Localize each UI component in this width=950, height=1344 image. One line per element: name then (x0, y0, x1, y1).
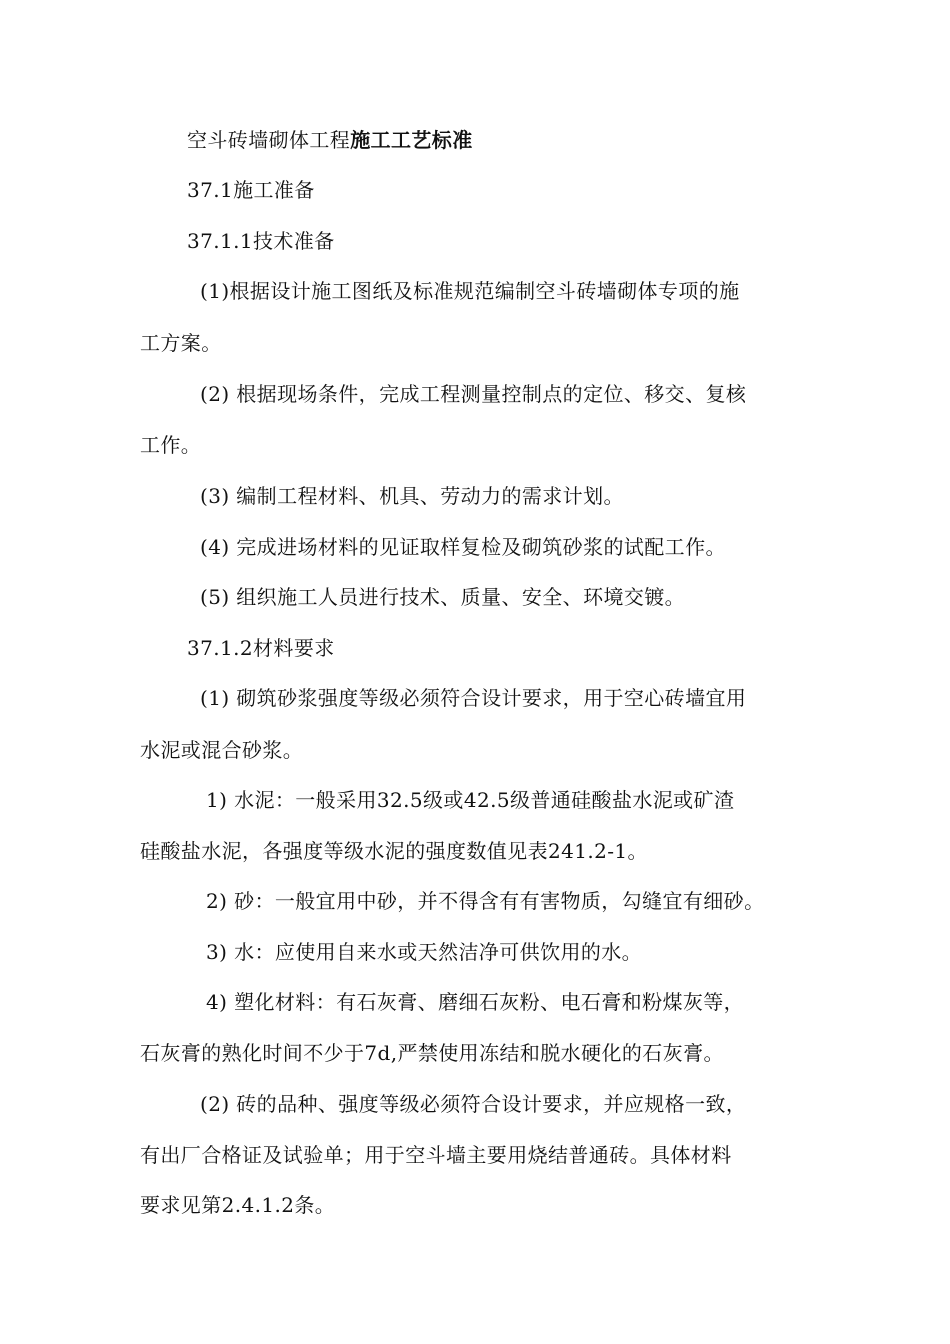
tech-item-1-line-1: (1)根据设计施工图纸及标准规范编制空斗砖墙砌体专项的施 (200, 279, 740, 303)
material-subitem-cement-line-2: 硅酸盐水泥，各强度等级水泥的强度数值见表241.2-1。 (140, 839, 648, 863)
title-regular: 空斗砖墙砌体工程 (187, 128, 351, 152)
tech-item-5: (5) 组织施工人员进行技术、质量、安全、环境交镀。 (200, 585, 686, 609)
tech-item-3: (3) 编制工程材料、机具、劳动力的需求计划。 (200, 484, 624, 508)
material-item-1-line-2: 水泥或混合砂浆。 (140, 738, 304, 762)
document-title (187, 127, 473, 153)
tech-item-1-line-2: 工方案。 (140, 331, 222, 355)
material-item-2-line-1: (2) 砖的品种、强度等级必须符合设计要求，并应规格一致， (200, 1092, 747, 1116)
section-heading-37-1-2: 37.1.2材料要求 (187, 636, 335, 660)
material-subitem-plasticizer-line-2: 石灰膏的熟化时间不少于7d,严禁使用冻结和脱水硬化的石灰膏。 (140, 1041, 724, 1065)
section-heading-37-1: 37.1施工准备 (187, 178, 315, 202)
material-subitem-water: 3) 水：应使用自来水或天然洁净可供饮用的水。 (206, 940, 643, 964)
tech-item-2-line-2: 工作。 (140, 433, 202, 457)
material-subitem-sand: 2) 砂：一般宜用中砂，并不得含有有害物质，勾缝宜有细砂。 (206, 889, 765, 913)
material-subitem-plasticizer-line-1: 4) 塑化材料：有石灰膏、磨细石灰粉、电石膏和粉煤灰等， (206, 990, 745, 1014)
material-item-1-line-1: (1) 砌筑砂浆强度等级必须符合设计要求，用于空心砖墙宜用 (200, 686, 747, 710)
section-heading-37-1-1: 37.1.1技术准备 (187, 229, 335, 253)
material-item-2-line-2: 有出厂合格证及试验单；用于空斗墙主要用烧结普通砖。具体材料 (140, 1143, 732, 1167)
material-subitem-cement-line-1: 1) 水泥：一般采用32.5级或42.5级普通硅酸盐水泥或矿渣 (206, 788, 735, 812)
tech-item-2-line-1: (2) 根据现场条件，完成工程测量控制点的定位、移交、复核 (200, 382, 747, 406)
tech-item-4: (4) 完成进场材料的见证取样复检及砌筑砂浆的试配工作。 (200, 535, 726, 559)
material-item-2-line-3: 要求见第2.4.1.2条。 (140, 1193, 336, 1217)
title-bold: 施工工艺标准 (350, 128, 473, 152)
